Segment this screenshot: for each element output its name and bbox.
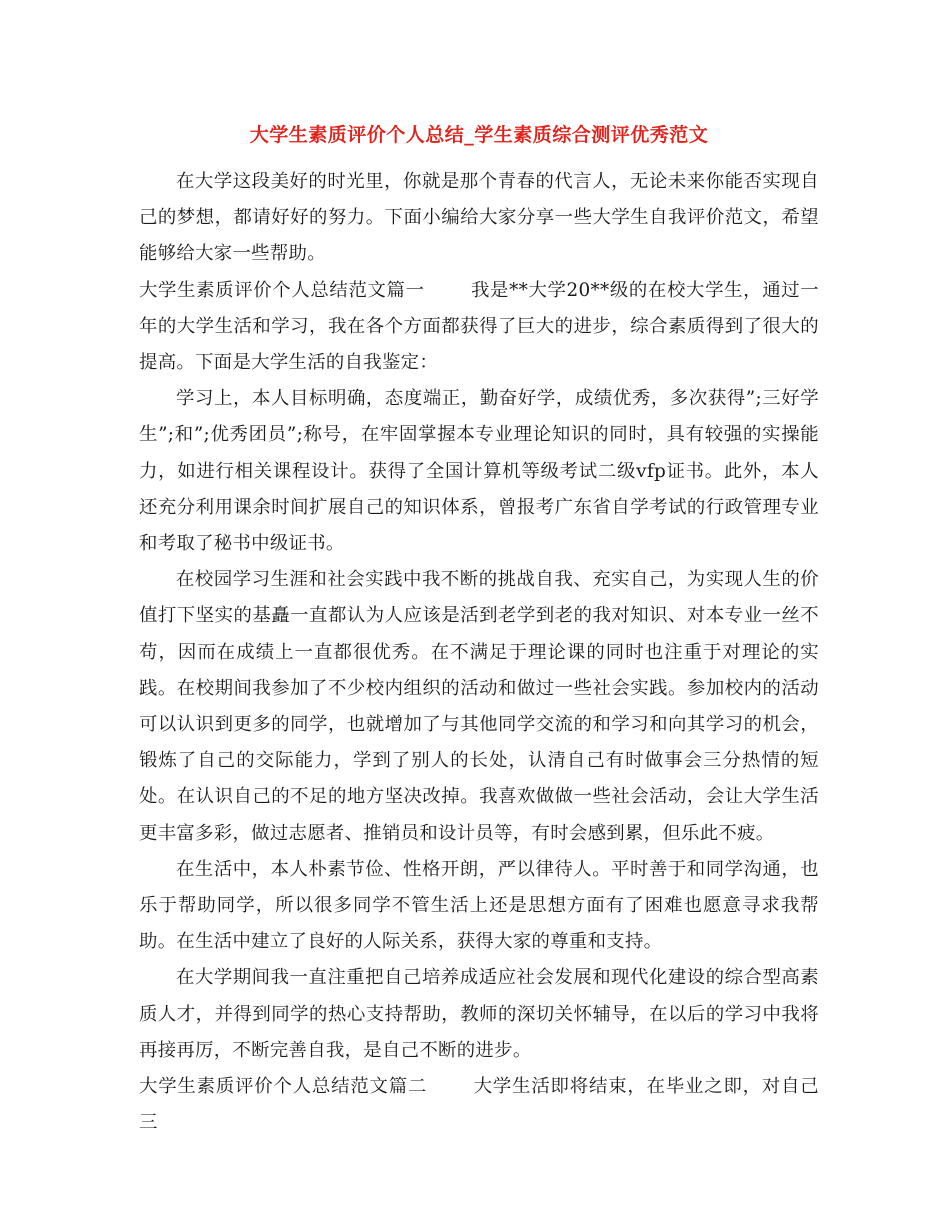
body-paragraph-conclusion: 在大学期间我一直注重把自己培养成适应社会发展和现代化建设的综合型高素质人才，并得到同学的热心支持帮助，教师的深切关怀辅导，在以后的学习中我将再接再厉，不断完善自我，是自己不断的进步。 bbox=[139, 967, 819, 1061]
section-2-lead: 大学生活即将结束，在毕业之即，对自己三 bbox=[139, 1076, 819, 1134]
document-title: 大学生素质评价个人总结_学生素质综合测评优秀范文 bbox=[249, 124, 709, 146]
section-2-heading: 大学生素质评价个人总结范文篇二 bbox=[139, 1076, 428, 1098]
body-paragraph-life: 在生活中，本人朴素节俭、性格开朗，严以律待人。平时善于和同学沟通，也乐于帮助同学，所以很多同学不管生活上还是思想方面有了困难也愿意寻求我帮助。在生活中建立了良好的人际关系，获得大家的尊重和支持。 bbox=[139, 858, 819, 953]
intro-paragraph: 在大学这段美好的时光里，你就是那个青春的代言人，无论未来你能否实现自己的梦想，都请好好的努力。下面小编给大家分享一些大学生自我评价范文，希望能够给大家一些帮助。 bbox=[139, 171, 819, 265]
document-page bbox=[139, 118, 819, 1141]
section-1-heading: 大学生素质评价个人总结范文篇一 bbox=[139, 279, 425, 301]
section-1-lead: 我是**大学20**级的在校大学生，通过一年的大学生活和学习，我在各个方面都获得了巨大的进步，综合素质得到了很大的提高。下面是大学生活的自我鉴定： bbox=[139, 279, 819, 374]
body-paragraph-study: 学习上，本人目标明确，态度端正，勤奋好学，成绩优秀，多次获得”;三好学生”;和”;优秀团员”;称号，在牢固掌握本专业理论知识的同时，具有较强的实操能力，如进行相关课程设计。获得了全国计算机等级考试二级vfp证书。此外，本人还充分利用课余时间扩展自己的知识体系，曾报考广东省自学考试的行政管理专业和考取了秘书中级证书。 bbox=[139, 388, 819, 555]
body-paragraph-campus: 在校园学习生涯和社会实践中我不断的挑战自我、充实自己，为实现人生的价值打下坚实的基矗一直都认为人应该是活到老学到老的我对知识、对本专业一丝不苟，因而在成绩上一直都很优秀。在不满足于理论课的同时也注重于对理论的实践。在校期间我参加了不少校内组织的活动和做过一些社会实践。参加校内的活动可以认识到更多的同学，也就增加了与其他同学交流的和学习和向其学习的机会，锻炼了自己的交际能力，学到了别人的长处，认清自己有时做事会三分热情的短处。在认识自己的不足的地方坚决改掉。我喜欢做做一些社会活动，会让大学生活更丰富多彩，做过志愿者、推销员和设计员等，有时会感到累，但乐此不疲。 bbox=[139, 569, 819, 844]
section-2-paragraph bbox=[139, 1069, 819, 1141]
section-1-paragraph bbox=[139, 273, 819, 382]
